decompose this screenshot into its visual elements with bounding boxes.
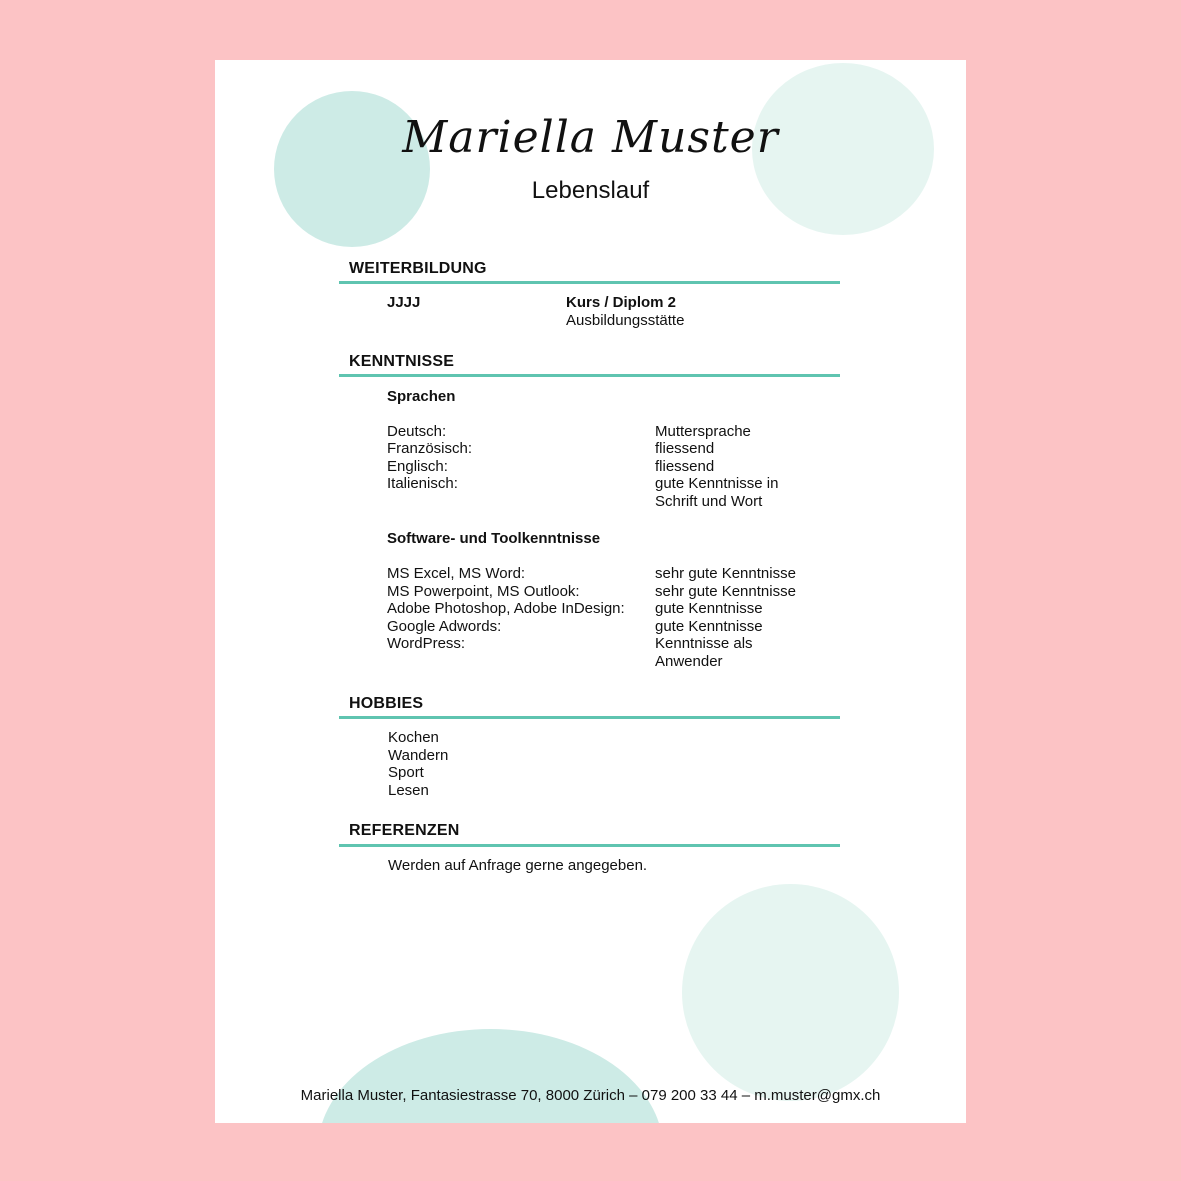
language-label: Englisch: (387, 458, 448, 475)
section-title-referenzen: REFERENZEN (349, 822, 460, 839)
software-level-continued: Anwender (655, 653, 723, 670)
hobby-item: Lesen (388, 782, 429, 799)
software-label: MS Excel, MS Word: (387, 565, 526, 582)
languages-heading: Sprachen (387, 388, 456, 405)
education-course: Kurs / Diplom 2 (566, 294, 677, 311)
section-title-kenntnisse: KENNTNISSE (349, 353, 455, 370)
language-level: fliessend (655, 440, 715, 457)
language-level-continued: Schrift und Wort (655, 493, 763, 510)
contact-footer: Mariella Muster, Fantasiestrasse 70, 8000 Zürich – 079 200 33 44 – m.muster@gmx.ch (300, 1087, 881, 1104)
applicant-name: Mariella Muster (402, 112, 779, 163)
language-label: Italienisch: (387, 475, 458, 492)
software-label: WordPress: (387, 635, 466, 652)
software-level: sehr gute Kenntnisse (655, 565, 796, 582)
decorative-circle (682, 884, 899, 1101)
software-level: Kenntnisse als (655, 635, 753, 652)
hobby-item: Sport (388, 764, 424, 781)
section-title-hobbies: HOBBIES (349, 695, 424, 712)
software-label: Google Adwords: (387, 618, 502, 635)
language-label: Deutsch: (387, 423, 447, 440)
software-level: gute Kenntnisse (655, 618, 763, 635)
section-rule (339, 844, 840, 847)
section-title-weiterbildung: WEITERBILDUNG (349, 260, 487, 277)
section-rule (339, 716, 840, 719)
education-year: JJJJ (387, 294, 421, 311)
section-rule (339, 374, 840, 377)
software-label: MS Powerpoint, MS Outlook: (387, 583, 580, 600)
hobby-item: Wandern (388, 747, 449, 764)
software-heading: Software- und Toolkenntnisse (387, 530, 601, 547)
references-text: Werden auf Anfrage gerne angegeben. (388, 857, 648, 874)
language-label: Französisch: (387, 440, 473, 457)
decorative-circle (318, 1029, 663, 1123)
education-institution: Ausbildungsstätte (566, 312, 685, 329)
document-subtitle: Lebenslauf (531, 177, 650, 204)
language-level: fliessend (655, 458, 715, 475)
software-label: Adobe Photoshop, Adobe InDesign: (387, 600, 625, 617)
hobby-item: Kochen (388, 729, 439, 746)
software-level: sehr gute Kenntnisse (655, 583, 796, 600)
language-level: Muttersprache (655, 423, 751, 440)
language-level: gute Kenntnisse in (655, 475, 779, 492)
software-level: gute Kenntnisse (655, 600, 763, 617)
section-rule (339, 281, 840, 284)
cv-page (215, 60, 966, 1123)
